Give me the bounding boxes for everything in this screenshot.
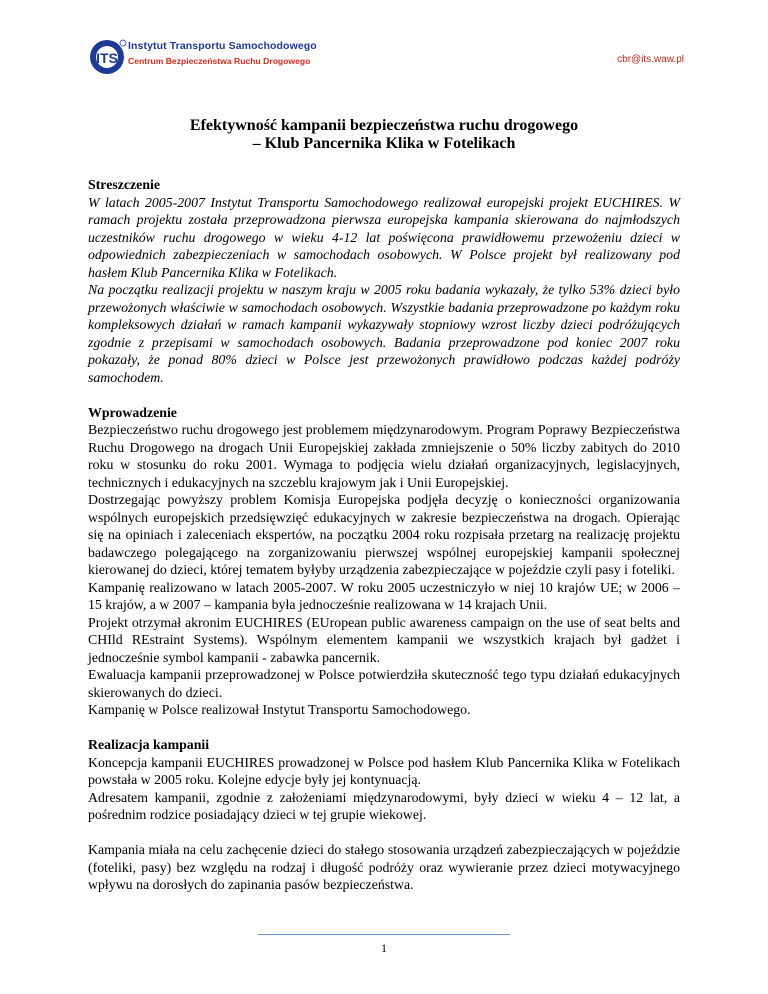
footer-divider (258, 934, 510, 935)
document-title-line-2: – Klub Pancernika Klika w Fotelikach (252, 135, 516, 152)
logo-text: ITS (96, 50, 118, 66)
its-logo-icon (88, 38, 128, 76)
institute-name: Instytut Transportu Samochodowego (128, 40, 317, 52)
document-body (88, 176, 680, 894)
intro-heading: Wprowadzenie (88, 404, 177, 420)
email-link[interactable]: cbr@its.waw.pl (617, 54, 684, 65)
abstract-paragraph: W latach 2005-2007 Instytut Transportu Samochodowego realizował europejski projekt EUCHIRES. W ramach projektu została przeprowadzona pierwsza europejska kampania skierowana do najmłodszych uczestników ruchu drogowego w wieku 4-12 lat poświęcona prawidłowemu przewożeniu dzieci w odpowiednich zabezpieczeniach w samochodach osobowych. W Polsce projekt był realizowany pod hasłem Klub Pancernika Klika w Fotelikach. (88, 194, 680, 280)
abstract-heading: Streszczenie (88, 177, 161, 192)
intro-paragraph: Projekt otrzymał akronim EUCHIRES (EUropean public awareness campaign on the use of seat belts and CHIld REstraint Systems). Wspólnym elementem kampanii we wszystkich krajach był gadżet i jednocześnie symbol kampanii - zabawka pancernik. (88, 614, 680, 665)
page-header (88, 38, 684, 78)
abstract-paragraph: Na początku realizacji projektu w naszym kraju w 2005 roku badania wykazały, że tylko 53% dzieci było przewożonych właściwie w samochodach osobowych. Wszystkie badania przeprowadzone po każdym roku kompleksowych działań w ramach kampanii wykazywały stopniowy wzrost liczby dzieci podróżujących zgodnie z przepisami w samochodach osobowych. Badania przeprowadzone pod koniec 2007 roku pokazały, że ponad 80% dzieci w Polsce jest przewożonych prawidłowo podczas każdej podróży samochodem. (88, 282, 680, 385)
intro-paragraph: Kampanię w Polsce realizował Instytut Transportu Samochodowego. (88, 702, 471, 717)
realization-paragraph: Kampania miała na celu zachęcenie dzieci do stałego stosowania urządzeń zabezpieczających w pojeździe (foteliki, pasy) bez względu na rodzaj i długość podróży oraz wywieranie przez dzieci motywacyjnego wpływu na dorosłych do zapinania pasów bezpieczeństwa. (88, 842, 680, 892)
page-number: 1 (381, 941, 387, 955)
intro-paragraph: Kampanię realizowano w latach 2005-2007. W roku 2005 uczestniczyło w niej 10 krajów UE; w 2006 – 15 krajów, a w 2007 – kampania była jednocześnie realizowana w 14 krajach Unii. (88, 579, 680, 612)
intro-paragraph: Dostrzegając powyższy problem Komisja Europejska podjęła decyzję o konieczności organizowania wspólnych europejskich przedsięwzięć edukacyjnych w zakresie bezpieczeństwa na drogach. Opierając się na opiniach i zaleceniach ekspertów, na początku 2004 roku rozpisała przetarg na realizację projektu badawczego polegającego na zorganizowaniu pierwszej wspólnej europejskiej kampanii społecznej kierowanej do dzieci, której tematem byłyby urządzenia zabezpieczające w pojeździe czyli pasy i foteliki. (88, 492, 680, 577)
center-name: Centrum Bezpieczeństwa Ruchu Drogowego (128, 56, 311, 66)
document-title-line-1: Efektywność kampanii bezpieczeństwa ruchu drogowego (189, 117, 579, 134)
intro-paragraph: Bezpieczeństwo ruchu drogowego jest problemem międzynarodowym. Program Poprawy Bezpieczeństwa Ruchu Drogowego na drogach Unii Europejskiej zakłada zmniejszenie o 50% liczby zabitych do 2010 roku w stosunku do roku 2001. Wymaga to podjęcia wielu działań organizacyjnych, legislacyjnych, technicznych i edukacyjnych na szczeblu krajowym jak i Unii Europejskiej. (88, 422, 680, 490)
realization-paragraph: Adresatem kampanii, zgodnie z założeniami międzynarodowymi, były dzieci w wieku 4 – 12 lat, a pośrednim rodzice posiadający dzieci w tej grupie wiekowej. (88, 789, 680, 822)
intro-paragraph: Ewaluacja kampanii przeprowadzonej w Polsce potwierdziła skuteczność tego typu działań edukacyjnych skierowanych do dzieci. (88, 667, 680, 700)
realization-heading: Realizacja kampanii (88, 737, 210, 752)
realization-paragraph: Koncepcja kampanii EUCHIRES prowadzonej w Polsce pod hasłem Klub Pancernika Klika w Fotelikach powstała w 2005 roku. Kolejne edycje były jej kontynuacją. (88, 754, 680, 787)
